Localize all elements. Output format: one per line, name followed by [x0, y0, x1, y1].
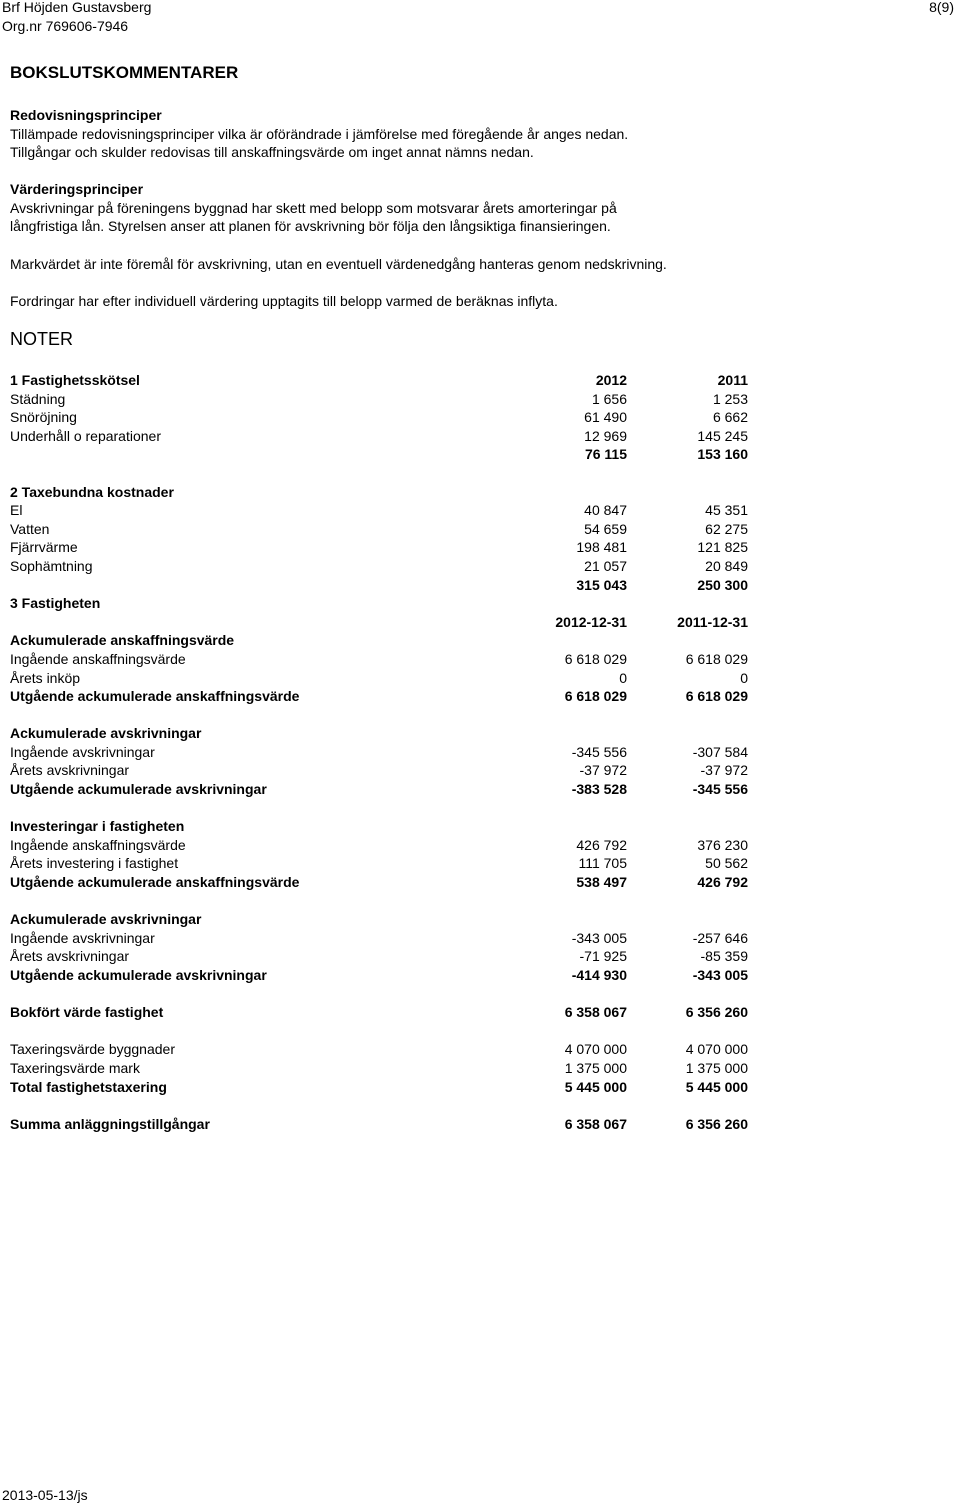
redovisning-text-1: Tillämpade redovisningsprinciper vilka är oförändrade i jämförelse med föregående år anges nedan. — [10, 125, 629, 142]
value-2012: 426 792 — [576, 836, 627, 853]
value-2012: 54 659 — [584, 520, 627, 537]
table-row — [10, 1115, 750, 1134]
value-2012: 6 358 067 — [564, 1115, 627, 1132]
table-row — [10, 1096, 750, 1115]
value-2012: 61 490 — [584, 409, 627, 426]
row-label: Taxeringsvärde byggnader — [10, 1041, 175, 1058]
row-label: Snöröjning — [10, 409, 77, 426]
org-name: Brf Höjden Gustavsberg — [2, 0, 152, 15]
table-row — [10, 724, 750, 743]
vardering-text-1: Avskrivningar på föreningens byggnad har skett med belopp som motsvarar årets amorteringar på — [10, 199, 617, 216]
row-label: Summa anläggningstillgångar — [10, 1115, 210, 1132]
table-row — [10, 687, 750, 706]
value-2011: 6 618 029 — [685, 650, 748, 667]
value-2012: 12 969 — [584, 427, 627, 444]
table-row — [10, 817, 750, 836]
value-2012: 2012-12-31 — [555, 613, 627, 630]
value-2011: 145 245 — [697, 427, 748, 444]
value-2012: 198 481 — [576, 539, 627, 556]
value-2011: -343 005 — [692, 967, 748, 983]
table-row — [10, 483, 750, 502]
row-label: Utgående ackumulerade avskrivningar — [10, 781, 267, 798]
table-row — [10, 1078, 750, 1097]
row-label: Årets inköp — [10, 669, 81, 686]
value-2012: -71 925 — [579, 948, 627, 965]
row-label: Ackumulerade avskrivningar — [10, 911, 202, 928]
value-2011: 6 356 260 — [685, 1004, 748, 1021]
section-title: BOKSLUTSKOMMENTARER — [10, 63, 239, 82]
value-2012: 40 847 — [584, 502, 627, 519]
value-2011: 50 562 — [705, 855, 748, 872]
row-label: 1 Fastighetsskötsel — [10, 372, 140, 388]
markvarde-text: Markvärdet är inte föremål för avskrivning, utan en eventuell värdenedgång hanteras genom nedskrivning. — [10, 256, 667, 272]
row-label: Utgående ackumulerade avskrivningar — [10, 967, 267, 983]
row-label: 3 Fastigheten — [10, 595, 101, 612]
table-row — [10, 892, 750, 911]
value-2011: 6 356 260 — [685, 1115, 748, 1132]
row-label: Utgående ackumulerade anskaffningsvärde — [10, 688, 300, 705]
value-2011: 1 253 — [712, 390, 748, 407]
table-row — [10, 761, 750, 780]
table-row — [10, 538, 750, 557]
row-label: El — [10, 502, 23, 519]
value-2011: 4 070 000 — [685, 1041, 748, 1058]
value-2011: -345 556 — [692, 781, 748, 798]
org-number: Org.nr 769606-7946 — [2, 18, 129, 34]
value-2011: 1 375 000 — [685, 1059, 748, 1076]
row-label: Ingående avskrivningar — [10, 929, 155, 946]
table-row — [10, 799, 750, 818]
row-label: Investeringar i fastigheten — [10, 818, 185, 835]
table-row — [10, 947, 750, 966]
value-2011: -257 646 — [692, 929, 748, 946]
row-label: Sophämtning — [10, 557, 93, 574]
value-2012: 6 618 029 — [564, 688, 627, 705]
value-2011: 153 160 — [697, 446, 748, 463]
value-2011: 426 792 — [697, 874, 748, 891]
redovisning-text-2: Tillgångar och skulder redovisas till anskaffningsvärde om inget annat nämns nedan. — [10, 144, 534, 161]
table-row — [10, 743, 750, 762]
fordringar-paragraph — [10, 292, 750, 311]
notes-table — [10, 371, 750, 1133]
value-2012: 4 070 000 — [564, 1041, 627, 1058]
row-label: Årets avskrivningar — [10, 948, 130, 965]
table-row — [10, 669, 750, 688]
table-row — [10, 631, 750, 650]
table-row — [10, 408, 750, 427]
value-2012: 538 497 — [576, 874, 627, 891]
row-label: Städning — [10, 390, 66, 407]
value-2011: -37 972 — [700, 762, 748, 779]
row-label: Årets avskrivningar — [10, 762, 130, 779]
table-row — [10, 650, 750, 669]
table-row — [10, 780, 750, 799]
row-label: Utgående ackumulerade anskaffningsvärde — [10, 874, 300, 891]
footer-date: 2013-05-13/js — [2, 1487, 88, 1503]
value-2012: 0 — [619, 669, 627, 686]
table-row — [10, 390, 750, 409]
value-2012: -345 556 — [571, 743, 627, 760]
value-2012: -37 972 — [579, 762, 627, 779]
value-2012: 2012 — [595, 372, 627, 388]
table-row — [10, 464, 750, 483]
table-row — [10, 910, 750, 929]
row-label: Ackumulerade avskrivningar — [10, 725, 202, 742]
table-row — [10, 1040, 750, 1059]
value-2011: 45 351 — [705, 502, 748, 519]
table-row — [10, 1022, 750, 1041]
value-2011: 5 445 000 — [685, 1078, 748, 1095]
row-label: Taxeringsvärde mark — [10, 1059, 140, 1076]
value-2011: 121 825 — [697, 539, 748, 556]
table-row — [10, 706, 750, 725]
markvarde-paragraph — [10, 255, 750, 274]
value-2012: -414 930 — [571, 967, 627, 983]
value-2011: -307 584 — [692, 743, 748, 760]
value-2011: 62 275 — [705, 520, 748, 537]
vardering-section — [10, 180, 750, 236]
table-row — [10, 1059, 750, 1078]
table-row — [10, 445, 750, 464]
value-2012: 21 057 — [584, 557, 627, 574]
row-label: Årets investering i fastighet — [10, 855, 179, 872]
value-2011: 250 300 — [697, 576, 748, 593]
page-number: 8(9) — [929, 0, 954, 15]
table-row — [10, 594, 750, 613]
row-label: Fjärrvärme — [10, 539, 78, 556]
value-2011: 0 — [740, 669, 748, 686]
value-2011: 6 618 029 — [685, 688, 748, 705]
redovisning-heading: Redovisningsprinciper — [10, 107, 162, 123]
table-row — [10, 613, 750, 632]
fordringar-text: Fordringar har efter individuell värdering upptagits till belopp varmed de beräknas inflyta. — [10, 293, 558, 309]
row-label: Ingående anskaffningsvärde — [10, 650, 186, 667]
table-row — [10, 1003, 750, 1022]
value-2011: 6 662 — [712, 409, 748, 426]
value-2011: 376 230 — [697, 836, 748, 853]
page-header — [2, 0, 151, 36]
value-2012: 111 705 — [578, 855, 627, 872]
table-row — [10, 873, 750, 892]
value-2012: -383 528 — [571, 781, 627, 798]
table-row — [10, 836, 750, 855]
noter-title: NOTER — [10, 329, 73, 349]
row-label: Vatten — [10, 520, 50, 537]
table-row — [10, 520, 750, 539]
row-label: 2 Taxebundna kostnader — [10, 483, 174, 500]
value-2012: -343 005 — [571, 929, 627, 946]
row-label: Ackumulerade anskaffningsvärde — [10, 632, 235, 649]
table-row — [10, 985, 750, 1004]
vardering-text-2: långfristiga lån. Styrelsen anser att planen för avskrivning bör följa den långsiktiga finansieringen. — [10, 218, 611, 235]
table-row — [10, 576, 750, 595]
vardering-heading: Värderingsprinciper — [10, 181, 144, 197]
row-label: Ingående anskaffningsvärde — [10, 836, 186, 853]
row-label: Bokfört värde fastighet — [10, 1004, 164, 1021]
value-2012: 1 656 — [591, 390, 627, 407]
value-2012: 6 618 029 — [564, 650, 627, 667]
value-2011: 2011 — [717, 372, 748, 388]
table-row — [10, 557, 750, 576]
table-row — [10, 371, 750, 390]
value-2012: 76 115 — [584, 446, 627, 463]
table-row — [10, 966, 750, 985]
row-label: Underhåll o reparationer — [10, 427, 161, 444]
value-2012: 6 358 067 — [564, 1004, 627, 1021]
value-2011: 20 849 — [705, 557, 748, 574]
table-row — [10, 929, 750, 948]
table-row — [10, 854, 750, 873]
value-2012: 5 445 000 — [564, 1078, 627, 1095]
redovisning-section — [10, 106, 750, 162]
table-row — [10, 427, 750, 446]
value-2011: -85 359 — [700, 948, 748, 965]
value-2012: 315 043 — [576, 576, 627, 593]
row-label: Total fastighetstaxering — [10, 1078, 167, 1095]
value-2011: 2011-12-31 — [677, 613, 748, 630]
value-2012: 1 375 000 — [564, 1059, 627, 1076]
table-row — [10, 501, 750, 520]
row-label: Ingående avskrivningar — [10, 743, 155, 760]
